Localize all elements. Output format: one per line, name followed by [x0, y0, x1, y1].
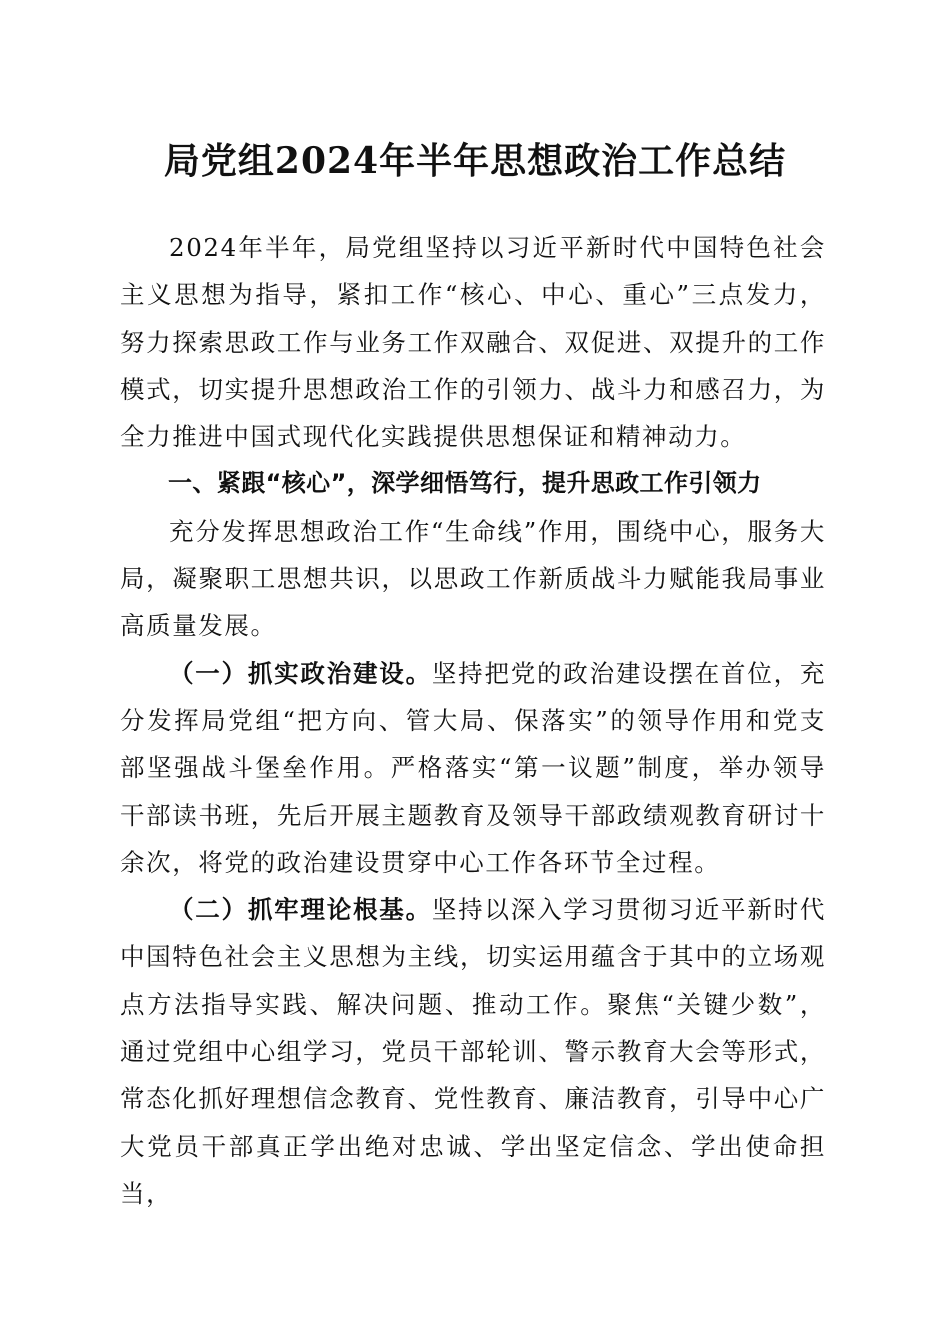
item-2-text: 坚持以深入学习贯彻习近平新时代中国特色社会主义思想为主线，切实运用蕴含于其中的立场观点方法指导实践、解决问题、推动工作。聚焦“关键少数”，通过党组中心组学习，党员干部轮训、警示教育大会等形式，常态化抓好理想信念教育、党性教育、廉洁教育，引导中心广大党员干部真正学出绝对忠诚、学出坚定信念、学出使命担当，: [120, 895, 826, 1208]
section-1-lead-paragraph: 充分发挥思想政治工作“生命线”作用，围绕中心，服务大局，凝聚职工思想共识，以思政工作新质战斗力赋能我局事业高质量发展。: [120, 516, 826, 641]
intro-paragraph: 2024年半年，局党组坚持以习近平新时代中国特色社会主义思想为指导，紧扣工作“核心、中心、重心”三点发力，努力探索思政工作与业务工作双融合、双促进、双提升的工作模式，切实提升思想政治工作的引领力、战斗力和感召力，为全力推进中国式现代化实践提供思想保证和精神动力。: [120, 233, 826, 452]
document-title: 局党组2024年半年思想政治工作总结: [163, 140, 787, 182]
section-1-item-1-paragraph: [120, 650, 826, 886]
section-1-heading: 一、紧跟“核心”，深学细悟笃行，提升思政工作引领力: [168, 469, 762, 498]
item-1-title: （一）抓实政治建设。: [169, 658, 432, 688]
section-1-item-2-paragraph: [120, 886, 826, 1217]
item-2-title: （二）抓牢理论根基。: [169, 895, 432, 925]
document-body: [120, 224, 826, 1217]
item-1-text: 坚持把党的政治建设摆在首位，充分发挥局党组“把方向、管大局、保落实”的领导作用和党支部坚强战斗堡垒作用。严格落实“第一议题”制度，举办领导干部读书班，先后开展主题教育及领导干部政绩观教育研讨十余次，将党的政治建设贯穿中心工作各环节全过程。: [120, 658, 826, 877]
